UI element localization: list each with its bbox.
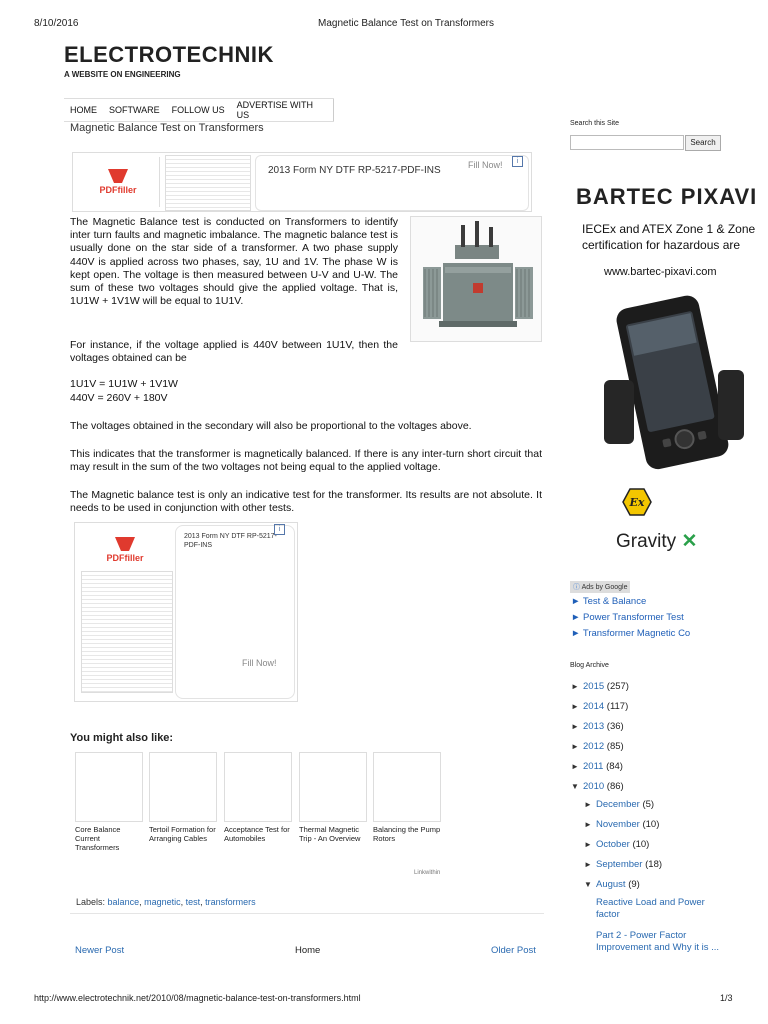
top-nav (64, 98, 334, 122)
bartec-tagline-2[interactable]: certification for hazardous are (582, 238, 741, 252)
archive-count: (117) (606, 701, 629, 712)
related-item[interactable] (224, 752, 292, 843)
ad-form-card-2[interactable] (175, 525, 295, 699)
gravity-logo-text: Gravity (616, 531, 677, 552)
archive-year[interactable] (571, 741, 624, 752)
nav-software[interactable]: SOFTWARE (109, 105, 160, 115)
newer-post-link[interactable]: Newer Post (75, 945, 125, 956)
pdffiller-mark-icon (115, 537, 135, 551)
related-caption[interactable]: Thermal Magnetic Trip - An Overview (299, 825, 361, 843)
related-caption[interactable]: Tertoil Formation for Arranging Cables (149, 825, 216, 843)
archive-year-label[interactable]: 2014 (583, 701, 605, 712)
home-link[interactable]: Home (295, 945, 321, 956)
archive-year[interactable] (571, 761, 623, 772)
transformer-illustration (411, 217, 541, 341)
archive-count: (9) (628, 879, 640, 890)
fill-now-link-2[interactable]: Fill Now! (242, 658, 277, 668)
archive-year-label[interactable]: 2013 (583, 721, 605, 732)
archive-count: (10) (632, 839, 650, 850)
archive-year-label[interactable]: 2012 (583, 741, 605, 752)
ex-hexagon-icon (622, 488, 652, 516)
labels-prefix: Labels: (76, 897, 106, 907)
related-thumbnail[interactable] (373, 752, 441, 822)
expand-arrow-icon[interactable]: ► (571, 762, 579, 771)
archive-year-label[interactable]: 2010 (583, 781, 605, 792)
bartec-logo[interactable]: BARTEC PIXAVI (576, 184, 758, 209)
post-paragraph-1: The Magnetic Balance test is conducted on Transformers to identify inter turn faults and magnetic imbalance. The magnetic balance test is usually done on the star side of a transformer. A two phase supply 440V is applied across two phases, say, 1U and 1V. The phase W is kept open. The voltage is then measured between U-V and U-W. The sum of these two voltages should give the applied voltage. That is, 1U1W + 1V1W will be equal to 1U1V. (70, 216, 398, 308)
print-footer-url: http://www.electrotechnik.net/2010/08/magnetic-balance-test-on-transformers.html (34, 993, 361, 1003)
collapse-arrow-icon[interactable]: ▼ (584, 880, 592, 889)
equation-2: 440V = 260V + 180V (70, 392, 168, 404)
pdffiller-mark-icon (108, 169, 128, 183)
archive-count: (84) (606, 761, 623, 772)
gravity-x-icon: ✕ (681, 531, 698, 552)
equation-1: 1U1V = 1U1W + 1V1W (70, 378, 178, 390)
nav-home[interactable]: HOME (70, 105, 97, 115)
post-paragraph-4: This indicates that the transformer is magnetically balanced. If there is any inter-turn short circuit that may result in the sum of the two voltages not being equal to the applied voltage. (70, 448, 542, 474)
archive-month-label[interactable]: August (596, 879, 626, 890)
archive-count: (257) (606, 681, 629, 692)
archive-month-label[interactable]: December (596, 799, 640, 810)
fill-now-link[interactable]: Fill Now! (468, 160, 503, 170)
rugged-phone-image[interactable] (600, 290, 748, 470)
linkwithin-credit[interactable]: Linkwithin (414, 870, 441, 876)
related-item[interactable] (299, 752, 367, 843)
form-thumbnail-2 (81, 571, 173, 693)
blog-archive-heading: Blog Archive (570, 662, 609, 669)
related-thumbnail[interactable] (75, 752, 143, 822)
collapse-arrow-icon[interactable]: ▼ (571, 782, 579, 791)
site-description: A WEBSITE ON ENGINEERING (64, 70, 181, 79)
print-title: Magnetic Balance Test on Transformers (318, 18, 495, 29)
adchoices-icon[interactable]: i (512, 156, 523, 167)
post-title: Magnetic Balance Test on Transformers (70, 122, 264, 134)
related-caption[interactable]: Core Balance Current Transformers (75, 825, 121, 852)
archive-count: (86) (606, 781, 624, 792)
pdffiller-logo-text: PDFfiller (99, 185, 137, 195)
post-labels: Labels: balance, magnetic, test, transformers (76, 897, 256, 907)
archive-month-label[interactable]: October (596, 839, 630, 850)
archive-year[interactable] (571, 721, 624, 732)
archive-month[interactable] (584, 819, 659, 830)
archive-post-link[interactable]: Part 2 - Power Factor Improvement and Why it is ... (596, 930, 720, 953)
bartec-url[interactable]: www.bartec-pixavi.com (604, 266, 717, 278)
post-paragraph-3: The voltages obtained in the secondary will also be proportional to the voltages above. (70, 420, 472, 432)
label-link-magnetic[interactable]: magnetic (144, 897, 181, 907)
label-link-transformers[interactable]: transformers (205, 897, 256, 907)
post-paragraph-2: For instance, if the voltage applied is 440V between 1U1V, then the voltages obtained can be (70, 339, 398, 365)
phone-illustration (600, 290, 748, 470)
archive-count: (36) (606, 721, 624, 732)
archive-post-link[interactable]: Reactive Load and Power factor (596, 897, 705, 920)
archive-count: (85) (606, 741, 624, 752)
expand-arrow-icon[interactable]: ► (584, 860, 592, 869)
related-item[interactable] (149, 752, 217, 843)
transformer-image (410, 216, 542, 342)
archive-month-label[interactable]: September (596, 859, 643, 870)
label-link-balance[interactable]: balance (107, 897, 140, 907)
older-post-link[interactable]: Older Post (491, 945, 536, 956)
related-item[interactable] (75, 752, 143, 852)
ad-form-title[interactable]: 2013 Form NY DTF RP-5217-PDF-INS (268, 165, 441, 176)
site-title[interactable]: ELECTROTECHNIK (64, 42, 274, 67)
bartec-tagline-1[interactable]: IECEx and ATEX Zone 1 & Zone (582, 222, 756, 236)
ads-by-google[interactable] (570, 581, 630, 593)
pdffiller-logo-2 (85, 533, 165, 567)
archive-month-expanded[interactable] (584, 879, 640, 890)
ad-link-test-balance[interactable]: ► Test & Balance (571, 596, 647, 607)
archive-count: (10) (642, 819, 660, 830)
nav-follow-us[interactable]: FOLLOW US (171, 105, 225, 115)
search-input[interactable] (570, 135, 684, 150)
adchoices-icon-2[interactable]: i (274, 524, 285, 535)
related-caption[interactable]: Acceptance Test for Automobiles (224, 825, 290, 843)
ad-link-power-transformer[interactable]: ► Power Transformer Test (571, 612, 684, 623)
archive-year-label[interactable]: 2011 (583, 761, 604, 772)
print-page-number: 1/3 (720, 993, 733, 1003)
ads-info-icon: ⓘ (573, 584, 580, 591)
ad-form-card[interactable] (255, 155, 529, 211)
expand-arrow-icon[interactable]: ► (571, 682, 579, 691)
atex-ex-badge (622, 488, 652, 516)
expand-arrow-icon[interactable]: ► (584, 820, 592, 829)
archive-year[interactable] (571, 681, 629, 692)
post-paragraph-5: The Magnetic balance test is only an indicative test for the transformer. Its results are not absolute. It needs to be used in conjunction with other tests. (70, 489, 542, 515)
pdffiller-ad-box[interactable] (74, 522, 298, 702)
archive-year-label[interactable]: 2015 (583, 681, 605, 692)
archive-month-label[interactable]: November (596, 819, 640, 830)
form-thumbnail (165, 155, 251, 211)
related-thumbnail[interactable] (149, 752, 217, 822)
archive-month[interactable] (584, 799, 654, 810)
divider (70, 913, 544, 914)
archive-month[interactable] (584, 859, 662, 870)
related-heading: You might also like: (70, 732, 174, 744)
expand-arrow-icon[interactable]: ► (571, 722, 579, 731)
archive-year[interactable] (571, 701, 628, 712)
related-thumbnail[interactable] (224, 752, 292, 822)
expand-arrow-icon[interactable]: ► (571, 742, 579, 751)
pdffiller-ad-banner[interactable] (72, 152, 532, 212)
expand-arrow-icon[interactable]: ► (584, 800, 592, 809)
ad-link-transformer-magnetic[interactable]: ► Transformer Magnetic Co (571, 628, 691, 639)
archive-year-expanded[interactable] (571, 781, 624, 792)
archive-count: (18) (645, 859, 663, 870)
related-item[interactable] (373, 752, 441, 843)
pdffiller-logo (77, 157, 160, 207)
archive-month[interactable] (584, 839, 649, 850)
related-caption[interactable]: Balancing the Pump Rotors (373, 825, 441, 843)
print-date: 8/10/2016 (34, 18, 79, 29)
expand-arrow-icon[interactable]: ► (584, 840, 592, 849)
related-thumbnail[interactable] (299, 752, 367, 822)
search-button[interactable]: Search (685, 135, 721, 151)
ex-badge-text: Ex (629, 496, 645, 509)
ad-form-title-2[interactable]: 2013 Form NY DTF RP-5217-PDF-INS (184, 533, 277, 549)
gravity-logo[interactable] (616, 530, 697, 553)
pdffiller-logo-text-2: PDFfiller (106, 553, 144, 563)
nav-advertise[interactable]: ADVERTISE WITH US (236, 100, 314, 120)
archive-count: (5) (642, 799, 655, 810)
ads-by-google-text: Ads by Google (581, 584, 628, 591)
label-link-test[interactable]: test (185, 897, 201, 907)
expand-arrow-icon[interactable]: ► (571, 702, 579, 711)
search-heading: Search this Site (570, 120, 620, 127)
nav-divider (333, 99, 334, 121)
